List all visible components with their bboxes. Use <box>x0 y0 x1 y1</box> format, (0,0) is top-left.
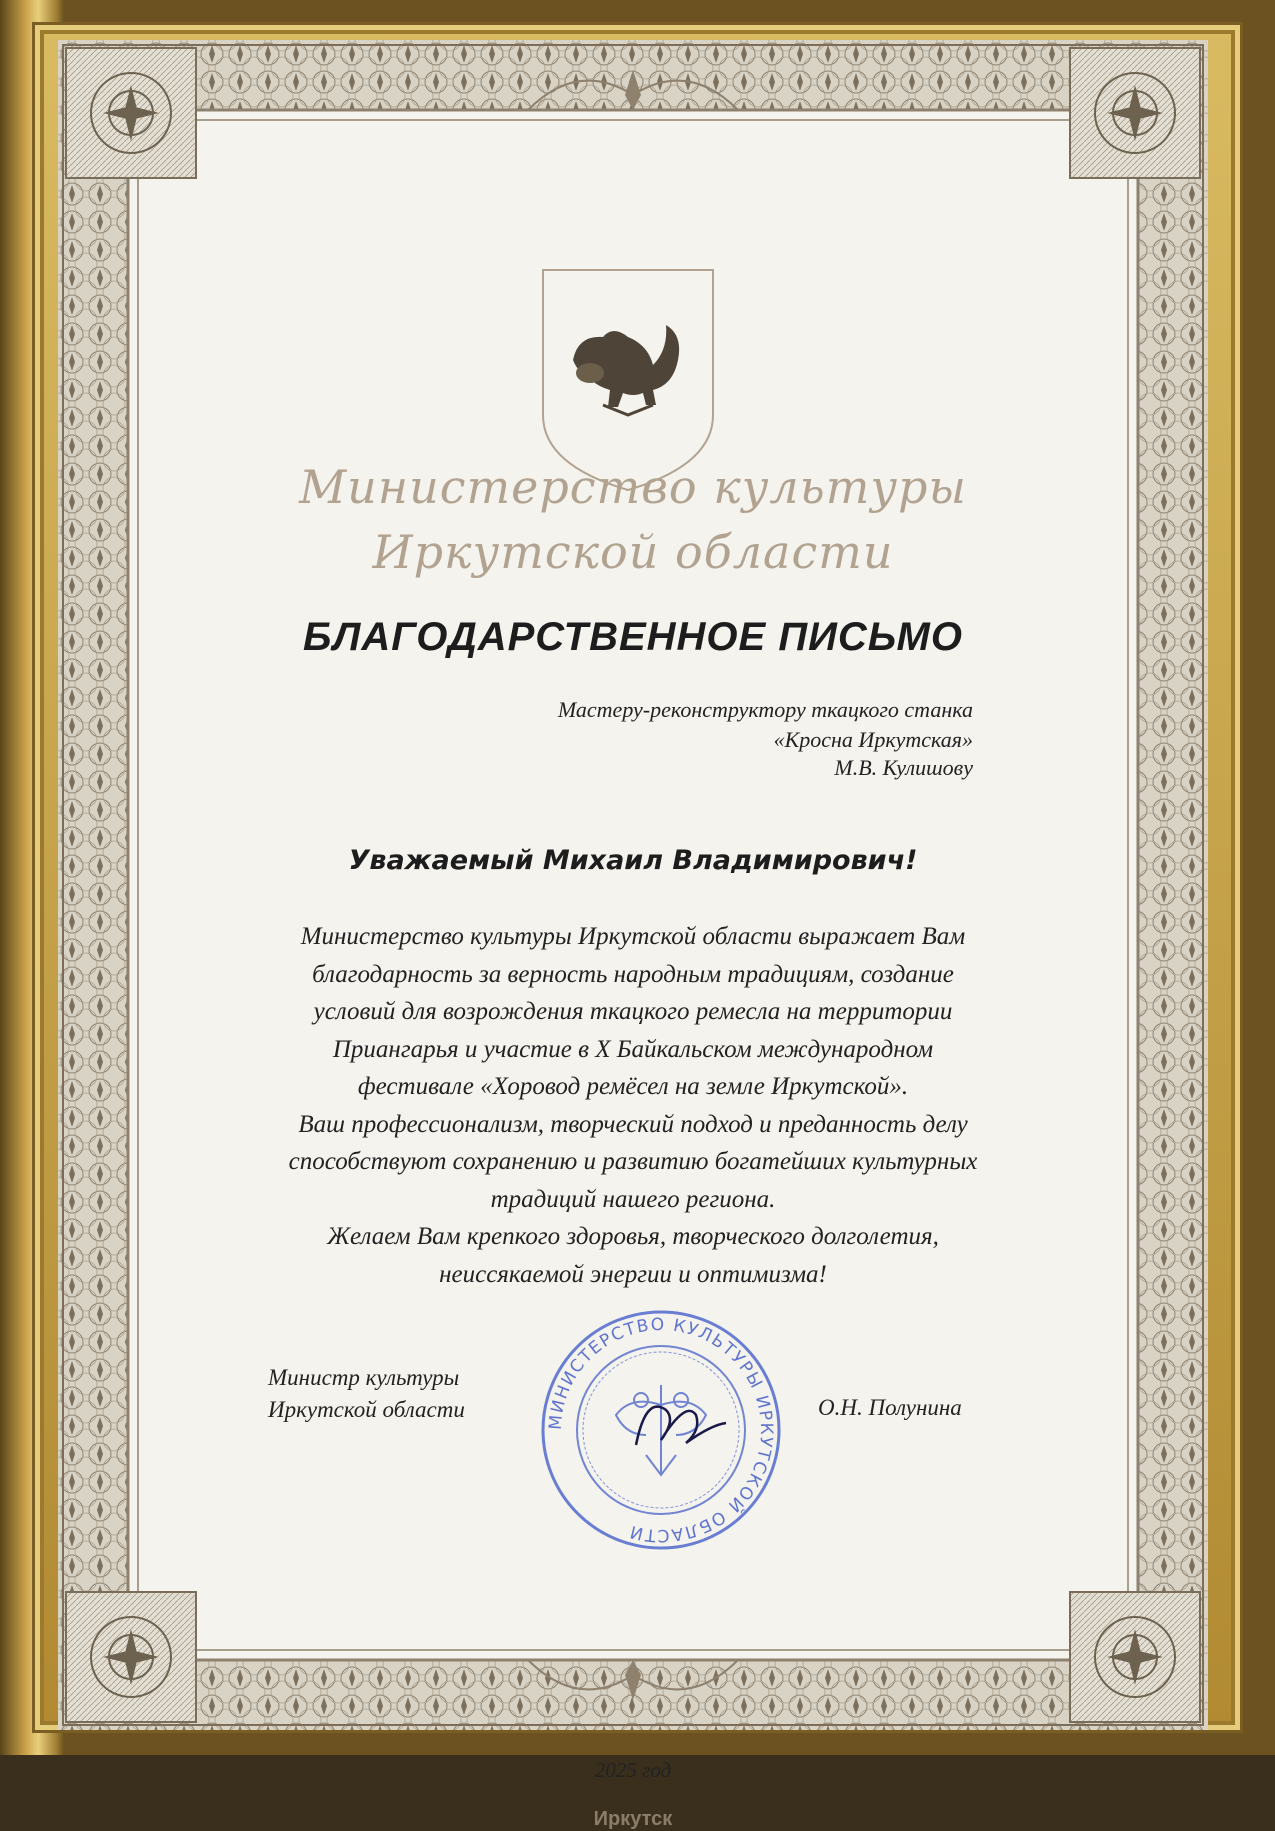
greeting: Уважаемый Михаил Владимирович! <box>348 845 918 876</box>
certificate-content <box>58 40 1208 1830</box>
body-line: Приангарья и участие в X Байкальском международном <box>332 1035 934 1063</box>
addressee-line1: Мастеру-реконструктору ткацкого станка <box>557 697 973 722</box>
signature <box>636 1407 726 1445</box>
signatory-position-line1: Министр культуры <box>268 1365 460 1390</box>
double-headed-eagle-icon <box>616 1385 706 1475</box>
letter-body <box>218 918 1048 1293</box>
official-stamp <box>536 1305 786 1555</box>
document-year: 2025 год <box>594 1758 672 1782</box>
body-line: традиций нашего региона. <box>490 1185 776 1213</box>
ministry-header-line1: Министерство культуры <box>299 460 967 514</box>
body-line: Желаем Вам крепкого здоровья, творческого долголетия, <box>327 1223 939 1250</box>
body-line: благодарность за верность народным традициям, создание <box>312 960 954 988</box>
signatory-position-line2: Иркутской области <box>268 1397 465 1422</box>
body-line: Министерство культуры Иркутской области выражает Вам <box>300 923 966 950</box>
body-line: Ваш профессионализм, творческий подход и преданность делу <box>298 1110 968 1138</box>
body-line: фестивале «Хоровод ремёсел на земле Иркутской». <box>357 1073 909 1100</box>
signatory-name: О.Н. Полунина <box>818 1395 962 1420</box>
body-line: условий для возрождения ткацкого ремесла на территории <box>313 998 953 1025</box>
addressee-line2: «Кросна Иркутская» <box>773 727 973 752</box>
document-title: БЛАГОДАРСТВЕННОЕ ПИСЬМО <box>303 615 963 659</box>
body-line: неиссякаемой энергии и оптимизма! <box>439 1260 827 1288</box>
signatory-position <box>268 1362 465 1426</box>
stamp-text: МИНИСТЕРСТВО КУЛЬТУРЫ ИРКУТСКОЙ ОБЛАСТИ <box>545 1314 777 1546</box>
addressee-line3: М.В. Кулишову <box>834 755 973 780</box>
ministry-header-line2: Иркутской области <box>372 525 894 579</box>
document-city: Иркутск <box>593 1808 673 1830</box>
body-line: способствуют сохранению и развитию богатейших культурных <box>288 1148 978 1175</box>
